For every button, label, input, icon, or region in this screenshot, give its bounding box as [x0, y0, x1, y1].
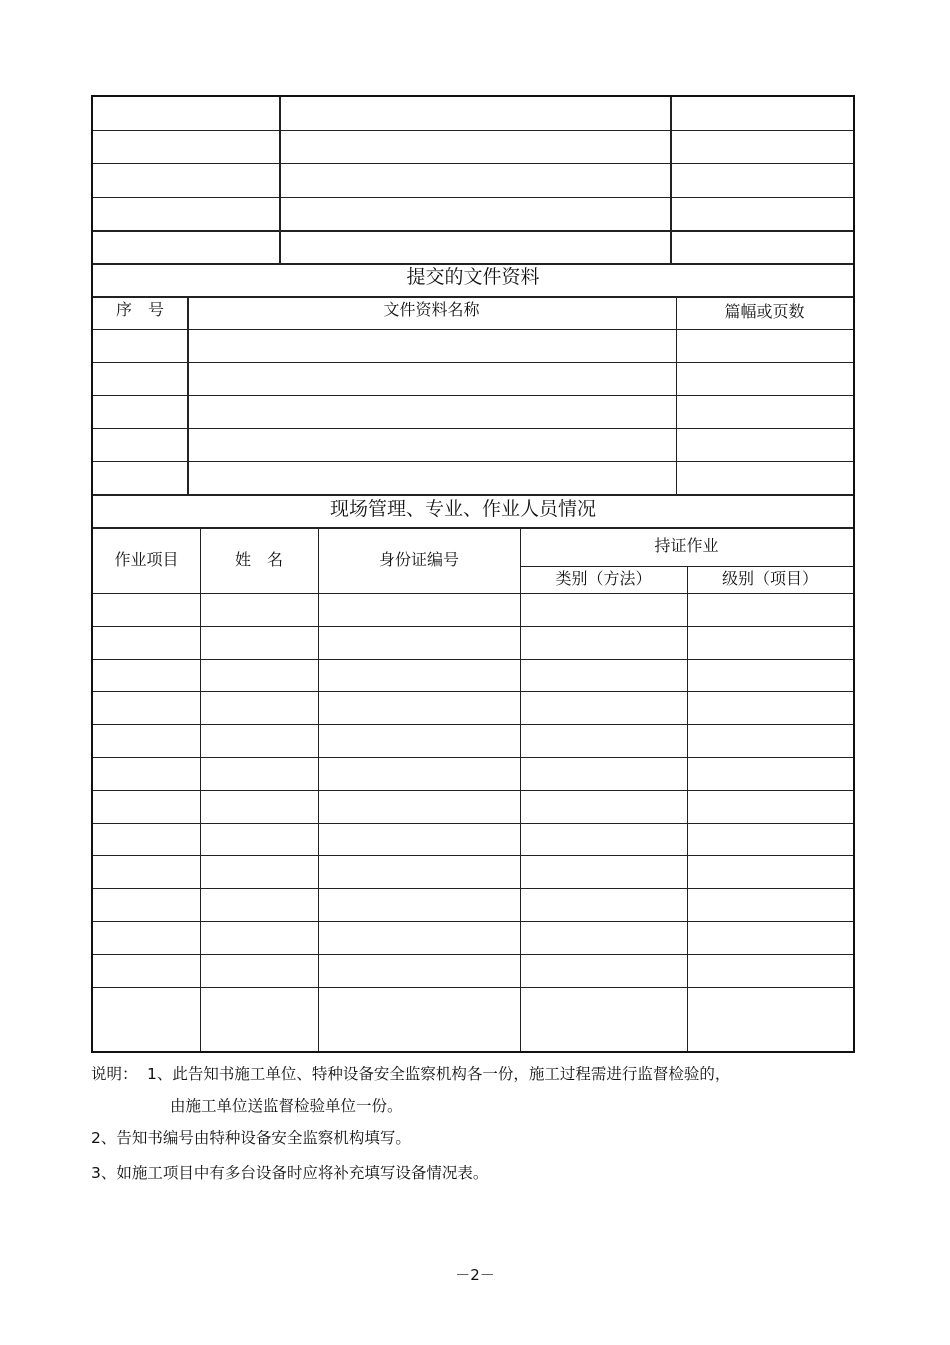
personnel-section-title: 现场管理、专业、作业人员情况 [329, 498, 596, 520]
table-row-divider [93, 888, 853, 889]
table-column-divider [687, 566, 688, 1051]
header-name: 姓 名 [234, 550, 283, 569]
table-row-divider [93, 428, 853, 429]
section-divider [93, 263, 853, 265]
form-table [91, 95, 855, 1053]
header-work-item: 作业项目 [114, 550, 179, 569]
table-column-divider [318, 527, 319, 1051]
table-row-divider [93, 954, 853, 955]
table-row-divider [93, 197, 853, 198]
page-number: －2－ [455, 1266, 495, 1284]
table-row-divider [93, 691, 853, 692]
header-document-name: 文件资料名称 [383, 300, 480, 319]
notes-label: 说明： [91, 1065, 138, 1083]
table-column-divider [200, 527, 201, 1051]
table-column-divider [520, 527, 521, 1051]
header-certificate: 持证作业 [654, 536, 719, 555]
table-row-divider [93, 461, 853, 462]
note-item-3: 3、如施工项目中有多台设备时应将补充填写设备情况表。 [91, 1164, 489, 1182]
header-category: 类别（方法） [555, 569, 652, 588]
table-row-divider [93, 527, 853, 529]
table-row-divider [93, 855, 853, 856]
table-row-divider [93, 130, 853, 131]
section-divider [93, 494, 853, 496]
table-row-divider [93, 790, 853, 791]
table-row-divider [93, 163, 853, 164]
note-item-1-line-1: 1、此告知书施工单位、特种设备安全监察机构各一份，施工过程需进行监督检验的， [147, 1065, 731, 1083]
table-row-divider [93, 593, 853, 594]
table-row-divider [93, 921, 853, 922]
table-row-divider [93, 724, 853, 725]
table-row-divider [93, 823, 853, 824]
table-row-divider [93, 987, 853, 988]
table-row-divider [93, 626, 853, 627]
header-id-number: 身份证编号 [378, 550, 459, 569]
table-column-divider [676, 296, 677, 494]
header-level: 级别（项目） [721, 569, 818, 588]
header-page-count: 篇幅或页数 [724, 302, 805, 321]
table-row-divider [93, 659, 853, 660]
table-row-divider [93, 329, 853, 330]
table-row-divider [93, 296, 853, 298]
table-column-divider [670, 97, 672, 263]
note-item-2: 2、告知书编号由特种设备安全监察机构填写。 [91, 1129, 411, 1147]
table-row-divider [93, 395, 853, 396]
table-column-divider [279, 97, 281, 263]
documents-section-title: 提交的文件资料 [406, 266, 540, 288]
note-item-1-line-2: 由施工单位送监督检验单位一份。 [170, 1097, 403, 1115]
table-row-divider [93, 757, 853, 758]
table-row-divider [93, 362, 853, 363]
table-column-divider [187, 296, 189, 494]
table-row-divider [93, 230, 853, 232]
header-serial-number: 序 号 [115, 300, 164, 319]
